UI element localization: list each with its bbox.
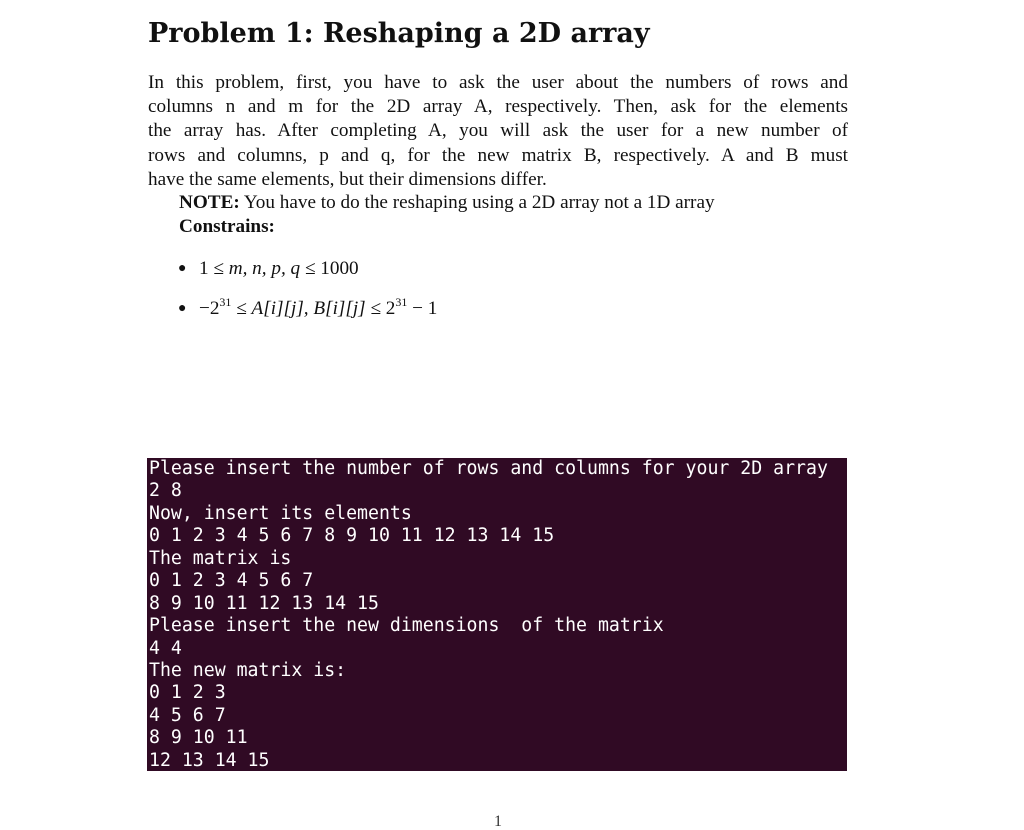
constraint-max-base: ≤ 2 [365, 298, 396, 319]
terminal-line: 2 8 [149, 480, 182, 501]
constraint-min-exponent: 31 [219, 295, 232, 309]
constraint-tail: ≤ 1000 [300, 258, 359, 279]
note [179, 191, 715, 215]
problem-description [148, 71, 848, 192]
note-label: NOTE: [179, 192, 240, 213]
constraint-item-values [178, 296, 437, 336]
constraint-expression: A[i][j], B[i][j] [251, 298, 366, 319]
description-line: have the same elements, but their dimensions differ. [148, 168, 547, 190]
constraint-item-dimensions [178, 256, 437, 296]
description-line: columns n and m for the 2D array A, respectively. Then, ask for the elements [148, 96, 848, 118]
description-line: rows and columns, p and q, for the new matrix B, respectively. A and B must [148, 144, 848, 166]
terminal-line: Please insert the new dimensions of the matrix [149, 615, 664, 636]
constraint-le: ≤ [231, 298, 252, 319]
terminal-line: 0 1 2 3 4 5 6 7 8 9 10 11 12 13 14 15 [149, 525, 555, 546]
terminal-line: 8 9 10 11 [149, 727, 248, 748]
constraint-lead: 1 ≤ [199, 258, 229, 279]
terminal-line: 4 5 6 7 [149, 705, 226, 726]
terminal-line: Please insert the number of rows and columns for your 2D array [149, 458, 828, 479]
terminal-line: 4 4 [149, 638, 182, 659]
problem-title: Problem 1: Reshaping a 2D array [148, 18, 650, 49]
constraint-max-exponent: 31 [395, 295, 408, 309]
description-line: the array has. After completing A, you will ask the user for a new number of [148, 120, 848, 142]
constraint-variables: m, n, p, q [228, 258, 301, 279]
constraints-list [178, 256, 437, 336]
terminal-line: The new matrix is: [149, 660, 347, 681]
terminal-line: 0 1 2 3 4 5 6 7 [149, 570, 314, 591]
description-line: In this problem, first, you have to ask the user about the numbers of rows and [148, 72, 848, 93]
page-number: 1 [494, 813, 502, 830]
bullet-icon: ● [178, 261, 187, 276]
bullet-icon: ● [178, 301, 187, 316]
terminal-line: 8 9 10 11 12 13 14 15 [149, 593, 379, 614]
constraint-tail: − 1 [407, 298, 438, 319]
constraints-heading: Constrains: [179, 216, 275, 237]
terminal-line: Now, insert its elements [149, 503, 412, 524]
terminal-line: 12 13 14 15 [149, 750, 270, 771]
constraint-min-base: −2 [199, 298, 220, 319]
terminal-screenshot [147, 458, 847, 771]
terminal-line: 0 1 2 3 [149, 682, 226, 703]
note-text: You have to do the reshaping using a 2D array not a 1D array [239, 192, 715, 213]
terminal-line: The matrix is [149, 548, 292, 569]
